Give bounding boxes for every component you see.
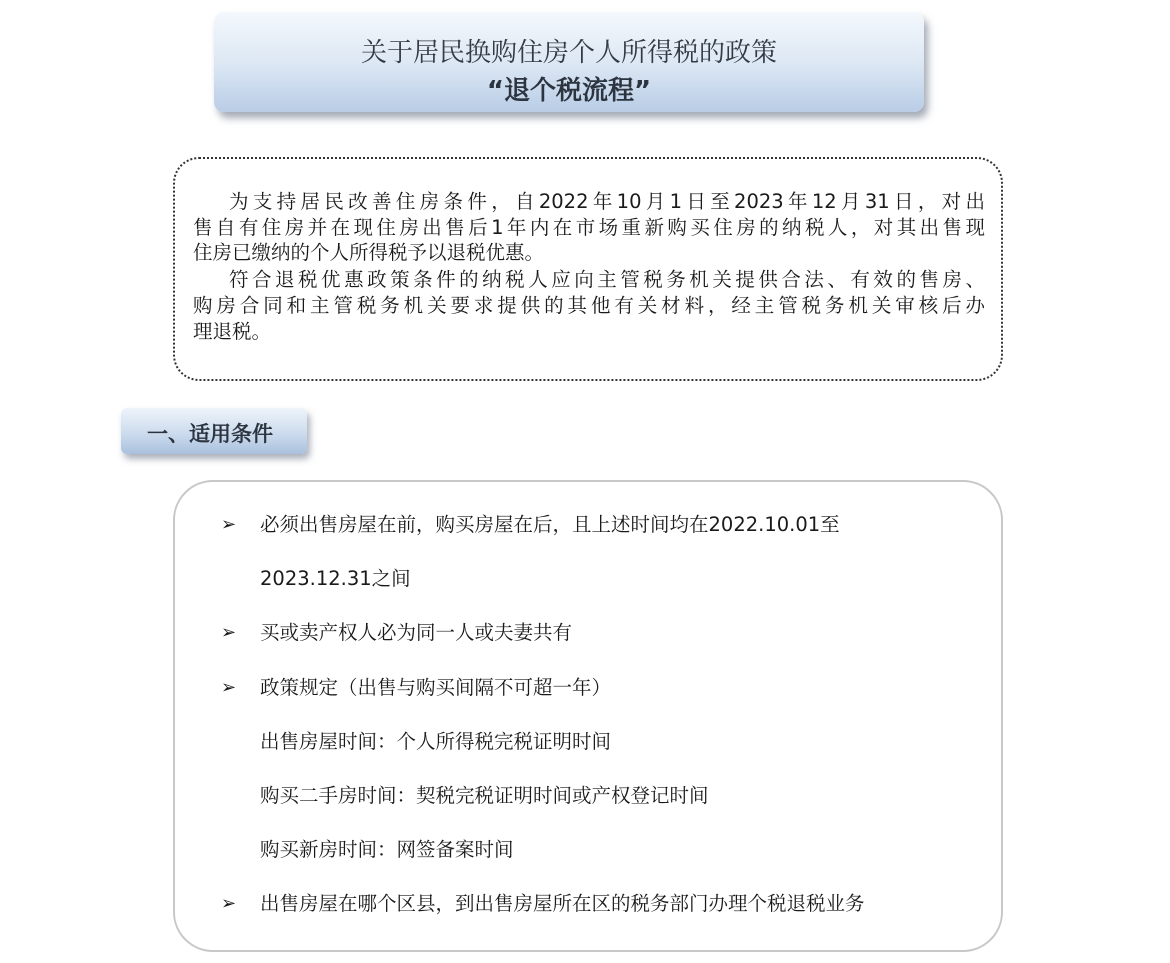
intro-line: 符合退税优惠政策条件的纳税人应向主管税务机关提供合法、有效的售房、 — [229, 268, 985, 291]
title-banner — [214, 12, 924, 112]
list-item: 出售房屋时间：个人所得税完税证明时间 — [260, 730, 612, 753]
list-item: 出售房屋在哪个区县，到出售房屋所在区的税务部门办理个税退税业务 — [260, 892, 865, 915]
section-heading — [121, 408, 307, 454]
list-item: 必须出售房屋在前，购买房屋在后，且上述时间均在2022.10.01至 — [260, 513, 840, 536]
intro-line: 购房合同和主管税务机关要求提供的其他有关材料，经主管税务机关审核后办 — [193, 294, 985, 317]
list-item: 政策规定（出售与购买间隔不可超一年） — [260, 676, 612, 699]
list-item: 购买新房时间：网签备案时间 — [260, 838, 514, 861]
arrowhead-bullet-icon: ➢ — [221, 893, 237, 914]
intro-line: 售自有住房并在现住房出售后1年内在市场重新购买住房的纳税人，对其出售现 — [193, 216, 985, 239]
arrowhead-bullet-icon: ➢ — [221, 677, 237, 698]
list-item: 2023.12.31之间 — [260, 567, 411, 590]
intro-line: 住房已缴纳的个人所得税予以退税优惠。 — [193, 241, 545, 264]
conditions-list — [173, 480, 1003, 952]
page-subtitle: “退个税流程” — [486, 76, 652, 106]
list-item: 购买二手房时间：契税完税证明时间或产权登记时间 — [260, 784, 709, 807]
arrowhead-bullet-icon: ➢ — [221, 514, 237, 535]
intro-line: 理退税。 — [193, 320, 272, 343]
arrowhead-bullet-icon: ➢ — [221, 622, 237, 643]
list-item: 买或卖产权人必为同一人或夫妻共有 — [260, 621, 573, 644]
page-title: 关于居民换购住房个人所得税的政策 — [360, 38, 777, 68]
intro-line: 为支持居民改善住房条件，自2022年10月1日至2023年12月31日，对出 — [229, 190, 985, 213]
intro-box — [173, 157, 1003, 381]
section-title: 一、适用条件 — [147, 422, 273, 446]
